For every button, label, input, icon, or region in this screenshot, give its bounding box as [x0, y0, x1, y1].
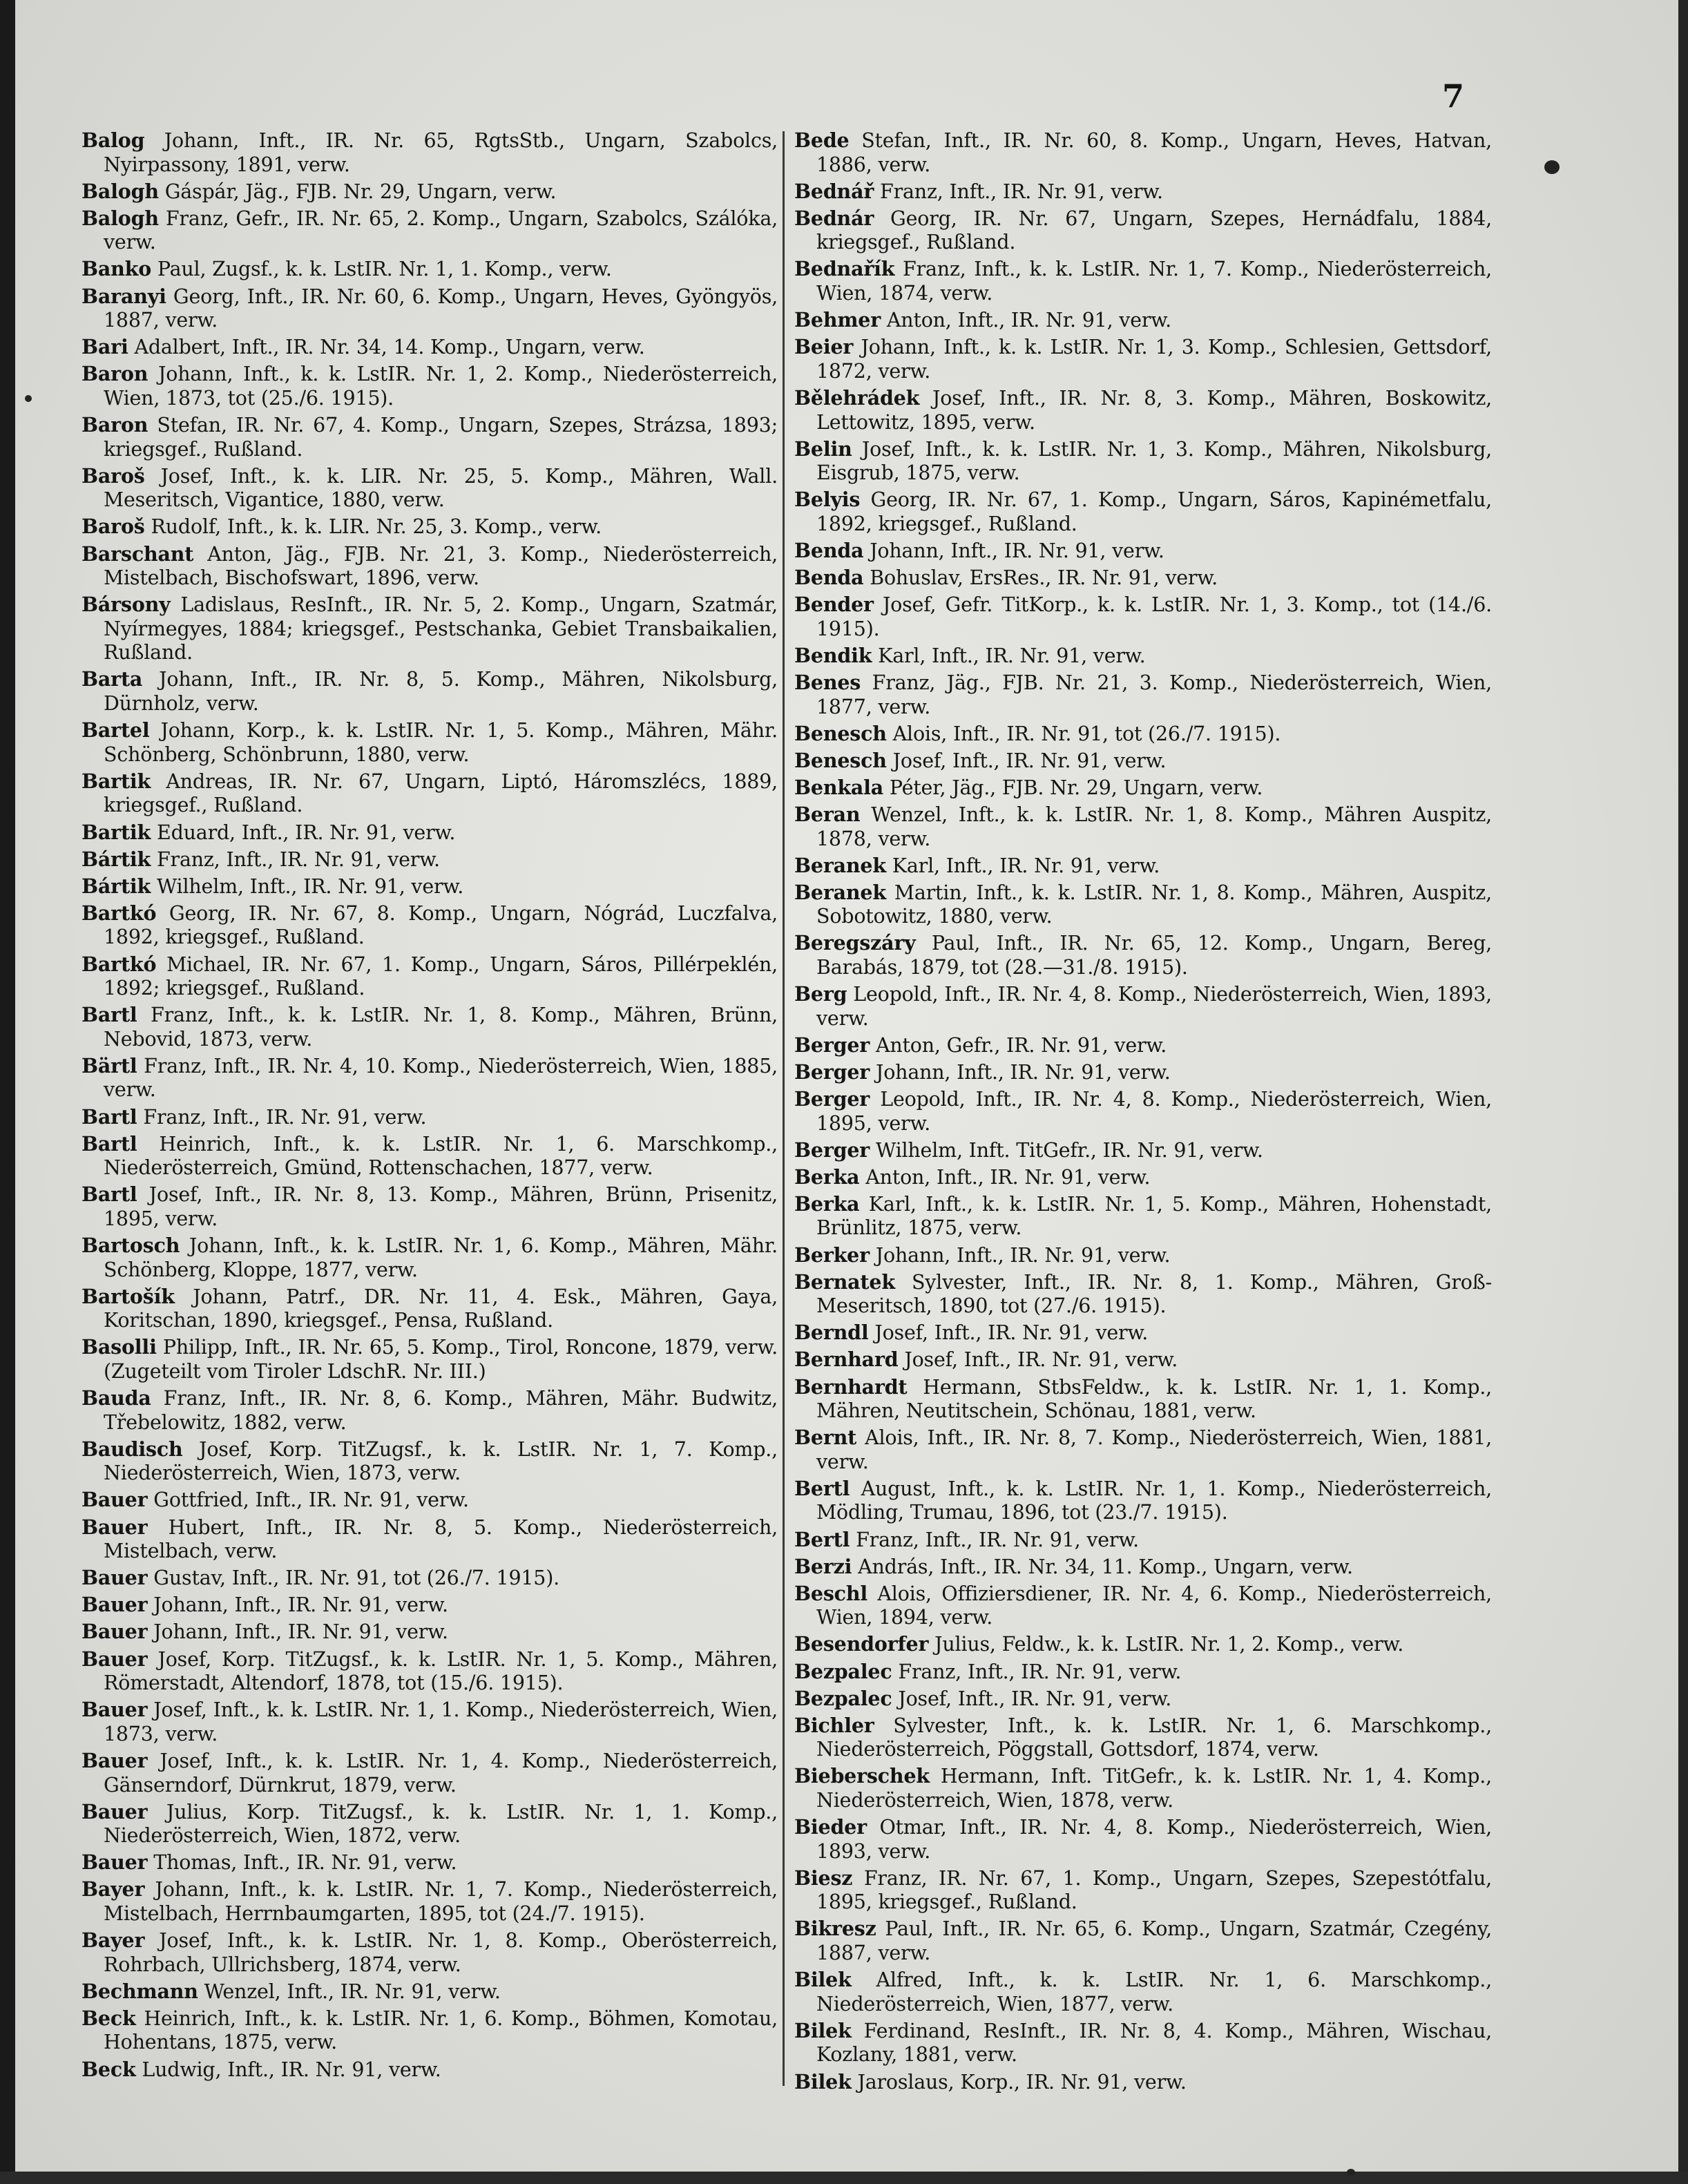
- entry-details: Josef, Inft., IR. Nr. 91, verw.: [892, 1687, 1172, 1710]
- right-column-entry: [794, 671, 1492, 719]
- right-column-entry: [794, 1582, 1492, 1630]
- page-number: 7: [1442, 77, 1465, 115]
- entry-details: Stefan, IR. Nr. 67, 4. Komp., Ungarn, Szepes, Strázsa, 1893; kriegsgef., Rußland.: [104, 414, 778, 461]
- right-column-entry: [794, 722, 1492, 747]
- entry-details: Johann, Korp., k. k. LstIR. Nr. 1, 5. Komp., Mähren, Mähr. Schönberg, Schönbrunn, 1880, verw.: [104, 719, 778, 766]
- entry-surname: Bayer: [81, 1928, 145, 1953]
- entry-details: Hubert, Inft., IR. Nr. 8, 5. Komp., Niederösterreich, Mistelbach, verw.: [104, 1515, 778, 1563]
- left-column-entry: [81, 1928, 778, 1977]
- right-column-entry: [794, 1348, 1492, 1372]
- left-column: [81, 128, 778, 2097]
- right-column-entry: [794, 437, 1492, 486]
- right-column-entry: [794, 1270, 1492, 1319]
- right-column-entry: [794, 1321, 1492, 1345]
- entry-details: Philipp, Inft., IR. Nr. 65, 5. Komp., Tirol, Roncone, 1879, verw. (Zugeteilt vom Tiroler LdschR. Nr. III.): [104, 1336, 778, 1383]
- entry-details: Johann, Inft., IR. Nr. 91, verw.: [863, 539, 1164, 562]
- entry-details: Ladislaus, ResInft., IR. Nr. 5, 2. Komp., Ungarn, Szatmár, Nyírmegyes, 1884; kriegsgef., Pestschanka, Gebiet Transbaikalien, Rußland.: [104, 593, 778, 664]
- entry-details: Franz, Inft., IR. Nr. 8, 6. Komp., Mähren, Mähr. Budwitz, Třebelowitz, 1882, verw.: [104, 1387, 778, 1434]
- right-column-entry: [794, 386, 1492, 434]
- entry-surname: Berka: [794, 1191, 860, 1216]
- right-column-entry: [794, 881, 1492, 929]
- entry-details: Alois, Inft., IR. Nr. 8, 7. Komp., Niederösterreich, Wien, 1881, verw.: [816, 1426, 1492, 1473]
- entry-surname: Bartl: [81, 1131, 137, 1156]
- entry-details: Martin, Inft., k. k. LstIR. Nr. 1, 8. Komp., Mähren, Auspitz, Sobotowitz, 1880, verw.: [816, 881, 1492, 928]
- scan-edge-left: [0, 0, 15, 2184]
- entry-details: Leopold, Inft., IR. Nr. 4, 8. Komp., Niederösterreich, Wien, 1893, verw.: [816, 983, 1492, 1030]
- entry-details: Wilhelm, Inft. TitGefr., IR. Nr. 91, verw.: [870, 1138, 1263, 1162]
- left-column-entry: [81, 952, 778, 1001]
- entry-details: Andreas, IR. Nr. 67, Ungarn, Liptó, Háromszlécs, 1889, kriegsgef., Rußland.: [104, 769, 778, 817]
- right-column-entry: [794, 1165, 1492, 1190]
- entry-details: Josef, Inft., k. k. LIR. Nr. 25, 5. Komp., Mähren, Wall. Meseritsch, Vigantice, 1880, verw.: [104, 464, 778, 512]
- entry-details: August, Inft., k. k. LstIR. Nr. 1, 1. Komp., Niederösterreich, Mödling, Trumau, 1896, tot (23./7. 1915).: [816, 1477, 1492, 1524]
- entry-details: Paul, Inft., IR. Nr. 65, 6. Komp., Ungarn, Szatmár, Czegény, 1887, verw.: [816, 1917, 1492, 1965]
- entry-details: Johann, Inft., IR. Nr. 65, RgtsStb., Ungarn, Szabolcs, Nyirpassony, 1891, verw.: [104, 129, 778, 176]
- entry-surname: Benda: [794, 566, 864, 590]
- entry-surname: Berger: [794, 1086, 870, 1111]
- entry-surname: Bauer: [81, 1620, 148, 1644]
- entry-details: Karl, Inft., IR. Nr. 91, verw.: [885, 854, 1160, 877]
- right-column-entry: [794, 776, 1492, 801]
- entry-details: Bohuslav, ErsRes., IR. Nr. 91, verw.: [863, 566, 1218, 590]
- entry-details: Eduard, Inft., IR. Nr. 91, verw.: [151, 821, 456, 844]
- right-column-entry: [794, 335, 1492, 383]
- left-column-entry: [81, 874, 778, 899]
- entry-details: Gáspár, Jäg., FJB. Nr. 29, Ungarn, verw.: [158, 180, 557, 203]
- left-column-entry: [81, 1488, 778, 1513]
- entry-surname: Benesch: [794, 748, 887, 772]
- left-column-entry: [81, 1105, 778, 1130]
- entry-surname: Bauer: [81, 1647, 148, 1671]
- right-column-entry: [794, 180, 1492, 204]
- entry-details: Gustav, Inft., IR. Nr. 91, tot (26./7. 1915).: [147, 1567, 560, 1590]
- entry-surname: Bilek: [794, 2018, 852, 2042]
- left-column-entry: [81, 1850, 778, 1875]
- left-column-entry: [81, 1620, 778, 1645]
- left-column-entry: [81, 1800, 778, 1848]
- entry-details: Alfred, Inft., k. k. LstIR. Nr. 1, 6. Marschkomp., Niederösterreich, Wien, 1877, verw.: [816, 1969, 1492, 2015]
- entry-surname: Bársony: [81, 593, 171, 617]
- entry-details: Josef, Inft., IR. Nr. 8, 3. Komp., Mähren, Boskowitz, Lettowitz, 1895, verw.: [816, 386, 1492, 434]
- entry-details: Johann, Inft., IR. Nr. 91, verw.: [870, 1060, 1171, 1084]
- entry-surname: Benesch: [794, 721, 887, 745]
- entry-surname: Bernatek: [794, 1270, 895, 1294]
- left-column-entry: [81, 2058, 778, 2082]
- entry-details: Johann, Inft., k. k. LstIR. Nr. 1, 2. Komp., Niederösterreich, Wien, 1873, tot (25./6. 1915).: [104, 363, 778, 410]
- entry-details: Josef, Korp. TitZugsf., k. k. LstIR. Nr. 1, 5. Komp., Mähren, Römerstadt, Altendorf, 1878, tot (15./6. 1915).: [104, 1647, 778, 1695]
- left-column-entry: [81, 1054, 778, 1102]
- entry-details: Franz, Inft., IR. Nr. 91, verw.: [874, 180, 1163, 203]
- right-column-entry: [794, 1687, 1492, 1712]
- column-divider: [783, 131, 785, 2086]
- right-column-entry: [794, 308, 1492, 333]
- right-column-entry: [794, 1632, 1492, 1657]
- entry-details: Heinrich, Inft., k. k. LstIR. Nr. 1, 6. Komp., Böhmen, Komotau, Hohentans, 1875, verw.: [104, 2006, 778, 2054]
- entry-details: Karl, Inft., IR. Nr. 91, verw.: [872, 644, 1146, 667]
- right-column-entry: [794, 1426, 1492, 1474]
- right-column-entry: [794, 1917, 1492, 1965]
- right-column-entry: [794, 854, 1492, 879]
- entry-surname: Belyis: [794, 488, 861, 512]
- entry-details: Franz, Gefr., IR. Nr. 65, 2. Komp., Ungarn, Szabolcs, Szálóka, verw.: [104, 207, 778, 254]
- entry-surname: Bertl: [794, 1527, 850, 1551]
- entry-surname: Bártik: [81, 847, 151, 871]
- entry-details: Franz, Inft., IR. Nr. 91, verw.: [892, 1660, 1182, 1683]
- entry-surname: Bechmann: [81, 1979, 198, 2003]
- entry-surname: Bartkó: [81, 952, 157, 976]
- entry-surname: Bertl: [794, 1476, 850, 1500]
- entry-surname: Bendik: [794, 643, 872, 667]
- right-column-entry: [794, 1528, 1492, 1553]
- entry-surname: Berger: [794, 1138, 870, 1162]
- left-column-entry: [81, 1003, 778, 1051]
- right-column-entry: [794, 1764, 1492, 1812]
- entry-surname: Bernt: [794, 1426, 857, 1450]
- entry-surname: Bilek: [794, 2069, 852, 2094]
- entry-details: Péter, Jäg., FJB. Nr. 29, Ungarn, verw.: [883, 776, 1263, 799]
- entry-details: Johann, Inft., IR. Nr. 8, 5. Komp., Mähren, Nikolsburg, Dürnholz, verw.: [104, 668, 778, 716]
- left-column-entry: [81, 1980, 778, 2004]
- entry-surname: Bartosch: [81, 1234, 180, 1258]
- left-column-entry: [81, 285, 778, 333]
- entry-surname: Baranyi: [81, 284, 166, 308]
- right-column-entry: [794, 1243, 1492, 1268]
- entry-surname: Besendorfer: [794, 1632, 929, 1656]
- left-column-entry: [81, 1515, 778, 1564]
- scan-edge-bottom: [0, 2172, 1688, 2184]
- right-column-entry: [794, 1192, 1492, 1241]
- entry-surname: Bartel: [81, 718, 150, 743]
- entry-details: Josef, Inft., k. k. LstIR. Nr. 1, 4. Komp., Niederösterreich, Gänserndorf, Dürnkrut, 1879, verw.: [104, 1749, 778, 1797]
- entry-details: Gottfried, Inft., IR. Nr. 91, verw.: [147, 1488, 469, 1512]
- entry-details: Adalbert, Inft., IR. Nr. 34, 14. Komp., Ungarn, verw.: [128, 336, 645, 359]
- right-column-entry: [794, 1714, 1492, 1762]
- entry-surname: Belin: [794, 437, 852, 461]
- entry-surname: Bauer: [81, 1850, 148, 1875]
- entry-details: András, Inft., IR. Nr. 34, 11. Komp., Ungarn, verw.: [852, 1555, 1353, 1578]
- left-column-entry: [81, 413, 778, 461]
- entry-details: Josef, Inft., k. k. LstIR. Nr. 1, 3. Komp., Mähren, Nikolsburg, Eisgrub, 1875, verw.: [816, 437, 1492, 485]
- entry-surname: Bartl: [81, 1104, 137, 1129]
- entry-surname: Beran: [794, 802, 861, 826]
- entry-surname: Berg: [794, 982, 847, 1006]
- right-column-entry: [794, 128, 1492, 177]
- entry-surname: Bauda: [81, 1386, 151, 1410]
- left-column-entry: [81, 128, 778, 177]
- entry-details: Josef, Inft., IR. Nr. 91, verw.: [898, 1348, 1178, 1372]
- right-column-entry: [794, 1660, 1492, 1685]
- scan-edge-right: [1678, 0, 1688, 2184]
- entry-surname: Bednařík: [794, 257, 895, 281]
- left-column-entry: [81, 515, 778, 539]
- entry-details: Paul, Zugsf., k. k. LstIR. Nr. 1, 1. Komp., verw.: [151, 258, 612, 281]
- right-column-entry: [794, 566, 1492, 591]
- entry-surname: Berndl: [794, 1321, 869, 1345]
- entry-surname: Benkala: [794, 775, 884, 799]
- right-column-entry: [794, 1968, 1492, 2016]
- entry-surname: Basolli: [81, 1335, 157, 1359]
- right-column-entry: [794, 1477, 1492, 1525]
- entry-surname: Baron: [81, 413, 148, 437]
- right-column-entry: [794, 749, 1492, 774]
- left-column-entry: [81, 1132, 778, 1180]
- entry-surname: Beregszáry: [794, 931, 916, 955]
- entry-details: Johann, Inft., k. k. LstIR. Nr. 1, 7. Komp., Niederösterreich, Mistelbach, Herrnbaumgarten, 1895, tot (24./7. 1915).: [104, 1878, 778, 1925]
- entry-surname: Bärtl: [81, 1053, 137, 1077]
- entry-details: Georg, IR. Nr. 67, 1. Komp., Ungarn, Sáros, Kapinémetfalu, 1892, kriegsgef., Rußland.: [816, 488, 1492, 535]
- entry-details: Rudolf, Inft., k. k. LIR. Nr. 25, 3. Komp., verw.: [144, 515, 602, 539]
- entry-details: Johann, Inft., k. k. LstIR. Nr. 1, 6. Komp., Mähren, Mähr. Schönberg, Kloppe, 1877, verw.: [104, 1234, 778, 1281]
- left-column-entry: [81, 207, 778, 255]
- left-column-entry: [81, 769, 778, 818]
- entry-details: Franz, Inft., IR. Nr. 91, verw.: [151, 847, 440, 871]
- entry-surname: Bauer: [81, 1698, 148, 1722]
- entry-surname: Bauer: [81, 1799, 148, 1823]
- ink-speck: [1544, 160, 1560, 174]
- entry-details: Hermann, StbsFeldw., k. k. LstIR. Nr. 1, 1. Komp., Mähren, Neutitschein, Schönau, 1881, verw.: [816, 1375, 1492, 1423]
- entry-details: Wilhelm, Inft., IR. Nr. 91, verw.: [151, 874, 464, 898]
- entry-details: Alois, Offiziersdiener, IR. Nr. 4, 6. Komp., Niederösterreich, Wien, 1894, verw.: [816, 1582, 1492, 1629]
- right-column-entry: [794, 1033, 1492, 1058]
- left-column-entry: [81, 821, 778, 845]
- entry-details: Franz, Inft., IR. Nr. 91, verw.: [137, 1105, 427, 1129]
- entry-surname: Bede: [794, 128, 850, 152]
- entry-surname: Berka: [794, 1165, 860, 1189]
- left-column-entry: [81, 1335, 778, 1383]
- entry-surname: Bauer: [81, 1515, 148, 1539]
- entry-surname: Beranek: [794, 880, 886, 904]
- entry-surname: Beck: [81, 2006, 136, 2030]
- left-column-entry: [81, 1182, 778, 1231]
- left-column-entry: [81, 847, 778, 872]
- entry-surname: Behmer: [794, 308, 881, 332]
- entry-surname: Bender: [794, 593, 874, 617]
- left-column-entry: [81, 1647, 778, 1696]
- ink-speck: [1347, 2169, 1355, 2176]
- entry-surname: Berzi: [794, 1554, 852, 1578]
- entry-surname: Beck: [81, 2057, 136, 2081]
- entry-surname: Barschant: [81, 542, 194, 566]
- right-column: [794, 128, 1492, 2097]
- entry-details: Sylvester, Inft., IR. Nr. 8, 1. Komp., Mähren, Groß-Meseritsch, 1890, tot (27./6. 1915).: [816, 1270, 1492, 1318]
- entry-details: Josef, Gefr. TitKorp., k. k. LstIR. Nr. 1, 3. Komp., tot (14./6. 1915).: [816, 593, 1492, 640]
- entry-details: Ferdinand, ResInft., IR. Nr. 8, 4. Komp., Mähren, Wischau, Kozlany, 1881, verw.: [816, 2019, 1492, 2067]
- right-column-entry: [794, 931, 1492, 979]
- entry-surname: Balogh: [81, 206, 159, 230]
- entry-details: Wenzel, Inft., k. k. LstIR. Nr. 1, 8. Komp., Mähren Auspitz, 1878, verw.: [816, 803, 1492, 850]
- entry-details: Leopold, Inft., IR. Nr. 4, 8. Komp., Niederösterreich, Wien, 1895, verw.: [816, 1087, 1492, 1135]
- left-column-entry: [81, 335, 778, 360]
- left-column-entry: [81, 362, 778, 410]
- entry-details: Josef, Inft., k. k. LstIR. Nr. 1, 8. Komp., Oberösterreich, Rohrbach, Ullrichsberg, 1874, verw.: [104, 1929, 778, 1976]
- entry-surname: Bieder: [794, 1815, 867, 1839]
- entry-surname: Bauer: [81, 1593, 148, 1617]
- entry-surname: Balog: [81, 128, 145, 152]
- entry-details: Franz, Jäg., FJB. Nr. 21, 3. Komp., Niederösterreich, Wien, 1877, verw.: [816, 671, 1492, 718]
- right-column-entry: [794, 2070, 1492, 2095]
- entry-surname: Berger: [794, 1033, 870, 1057]
- entry-details: Johann, Inft., IR. Nr. 91, verw.: [147, 1593, 448, 1617]
- entry-surname: Berger: [794, 1060, 870, 1084]
- right-column-entry: [794, 644, 1492, 669]
- left-column-entry: [81, 1386, 778, 1435]
- entry-surname: Bichler: [794, 1713, 874, 1737]
- entry-surname: Bauer: [81, 1748, 148, 1772]
- entry-surname: Benes: [794, 670, 861, 694]
- entry-details: Sylvester, Inft., k. k. LstIR. Nr. 1, 6. Marschkomp., Niederösterreich, Pöggstall, Gottsdorf, 1874, verw.: [816, 1714, 1492, 1761]
- entry-details: Heinrich, Inft., k. k. LstIR. Nr. 1, 6. Marschkomp., Niederösterreich, Gmünd, Rottenschachen, 1877, verw.: [104, 1132, 778, 1180]
- entry-surname: Beier: [794, 335, 854, 359]
- entry-details: Anton, Jäg., FJB. Nr. 21, 3. Komp., Niederösterreich, Mistelbach, Bischofswart, 1896, verw.: [104, 542, 778, 590]
- right-column-entry: [794, 488, 1492, 536]
- right-column-entry: [794, 1555, 1492, 1580]
- right-column-entry: [794, 1375, 1492, 1424]
- left-column-entry: [81, 1437, 778, 1486]
- left-column-entry: [81, 1749, 778, 1797]
- entry-details: Alois, Inft., IR. Nr. 91, tot (26./7. 1915).: [886, 722, 1281, 745]
- left-column-entry: [81, 257, 778, 282]
- entry-surname: Bernhardt: [794, 1374, 908, 1399]
- entry-details: Franz, Inft., k. k. LstIR. Nr. 1, 7. Komp., Niederösterreich, Wien, 1874, verw.: [816, 258, 1492, 305]
- entry-surname: Bikresz: [794, 1917, 876, 1941]
- left-column-entry: [81, 2006, 778, 2055]
- entry-surname: Bernhard: [794, 1348, 899, 1372]
- entry-surname: Bartik: [81, 769, 151, 793]
- entry-surname: Bartik: [81, 820, 151, 844]
- entry-surname: Benda: [794, 539, 864, 562]
- left-column-entry: [81, 667, 778, 716]
- right-column-entry: [794, 1815, 1492, 1864]
- entry-details: Josef, Inft., IR. Nr. 91, verw.: [886, 749, 1167, 772]
- entry-surname: Baron: [81, 362, 148, 386]
- left-column-entry: [81, 1698, 778, 1746]
- entry-details: Paul, Inft., IR. Nr. 65, 12. Komp., Ungarn, Bereg, Barabás, 1879, tot (28.—31./8. 1915).: [816, 932, 1492, 979]
- entry-surname: Barta: [81, 667, 143, 691]
- entry-details: Thomas, Inft., IR. Nr. 91, verw.: [147, 1851, 457, 1875]
- right-column-entry: [794, 207, 1492, 255]
- entry-details: Franz, Inft., k. k. LstIR. Nr. 1, 8. Komp., Mähren, Brünn, Nebovid, 1873, verw.: [104, 1004, 778, 1051]
- entry-details: Otmar, Inft., IR. Nr. 4, 8. Komp., Niederösterreich, Wien, 1893, verw.: [816, 1816, 1492, 1863]
- right-column-entry: [794, 257, 1492, 305]
- entry-details: Josef, Inft., IR. Nr. 8, 13. Komp., Mähren, Brünn, Prisenitz, 1895, verw.: [104, 1183, 778, 1230]
- entry-details: Karl, Inft., k. k. LstIR. Nr. 1, 5. Komp., Mähren, Hohenstadt, Brünlitz, 1875, verw.: [816, 1192, 1492, 1240]
- right-column-entry: [794, 1087, 1492, 1136]
- left-column-entry: [81, 593, 778, 665]
- entry-surname: Bělehrádek: [794, 385, 920, 410]
- entry-surname: Baroš: [81, 515, 145, 539]
- entry-surname: Banko: [81, 257, 152, 281]
- entry-surname: Bauer: [81, 1488, 148, 1512]
- entry-details: Ludwig, Inft., IR. Nr. 91, verw.: [135, 2058, 441, 2081]
- entry-surname: Berker: [794, 1243, 870, 1267]
- left-column-entry: [81, 180, 778, 204]
- entry-details: Josef, Inft., k. k. LstIR. Nr. 1, 1. Komp., Niederösterreich, Wien, 1873, verw.: [104, 1698, 778, 1745]
- right-column-entry: [794, 2019, 1492, 2067]
- entry-details: Georg, Inft., IR. Nr. 60, 6. Komp., Ungarn, Heves, Gyöngyös, 1887, verw.: [104, 285, 778, 332]
- right-column-entry: [794, 803, 1492, 851]
- entry-surname: Baudisch: [81, 1437, 183, 1461]
- left-column-entry: [81, 1877, 778, 1926]
- entry-details: Hermann, Inft. TitGefr., k. k. LstIR. Nr. 1, 4. Komp., Niederösterreich, Wien, 1878, verw.: [816, 1765, 1492, 1812]
- right-column-entry: [794, 593, 1492, 641]
- entry-details: Josef, Korp. TitZugsf., k. k. LstIR. Nr. 1, 7. Komp., Niederösterreich, Wien, 1873, verw.: [104, 1437, 778, 1485]
- entry-surname: Biesz: [794, 1866, 853, 1890]
- entry-details: Julius, Korp. TitZugsf., k. k. LstIR. Nr. 1, 1. Komp., Niederösterreich, Wien, 1872, verw.: [104, 1800, 778, 1848]
- entry-surname: Bartošík: [81, 1284, 175, 1308]
- entry-details: Johann, Patrf., DR. Nr. 11, 4. Esk., Mähren, Gaya, Koritschan, 1890, kriegsgef., Pensa, Rußland.: [104, 1285, 778, 1332]
- entry-details: Franz, IR. Nr. 67, 1. Komp., Ungarn, Szepes, Szepestótfalu, 1895, kriegsgef., Rußland.: [816, 1866, 1492, 1914]
- entry-details: Anton, Inft., IR. Nr. 91, verw.: [881, 309, 1171, 332]
- entry-details: Georg, IR. Nr. 67, 8. Komp., Ungarn, Nógrád, Luczfalva, 1892, kriegsgef., Rußland.: [104, 901, 778, 949]
- entry-details: Michael, IR. Nr. 67, 1. Komp., Ungarn, Sáros, Pillérpeklén, 1892; kriegsgef., Rußland.: [104, 952, 778, 1000]
- ink-speck: [25, 395, 32, 402]
- left-column-entry: [81, 1566, 778, 1591]
- entry-details: Josef, Inft., IR. Nr. 91, verw.: [868, 1321, 1149, 1345]
- entry-surname: Bártik: [81, 874, 151, 898]
- left-column-entry: [81, 464, 778, 513]
- entry-details: Anton, Inft., IR. Nr. 91, verw.: [859, 1165, 1151, 1189]
- entry-details: Jaroslaus, Korp., IR. Nr. 91, verw.: [851, 2070, 1187, 2094]
- right-column-entry: [794, 1060, 1492, 1085]
- entry-details: Johann, Inft., IR. Nr. 91, verw.: [869, 1243, 1171, 1267]
- left-column-entry: [81, 1285, 778, 1333]
- entry-surname: Bezpalec: [794, 1659, 892, 1683]
- entry-details: Anton, Gefr., IR. Nr. 91, verw.: [870, 1033, 1167, 1057]
- entry-details: Johann, Inft., k. k. LstIR. Nr. 1, 3. Komp., Schlesien, Gettsdorf, 1872, verw.: [816, 336, 1492, 383]
- entry-surname: Bauer: [81, 1566, 148, 1590]
- entry-surname: Bartl: [81, 1182, 137, 1207]
- right-column-entry: [794, 982, 1492, 1031]
- left-column-entry: [81, 901, 778, 950]
- entry-surname: Bartl: [81, 1003, 137, 1027]
- entry-details: Franz, Inft., IR. Nr. 91, verw.: [850, 1528, 1139, 1551]
- entry-surname: Baroš: [81, 463, 145, 488]
- entry-surname: Bartkó: [81, 901, 157, 925]
- entry-details: Julius, Feldw., k. k. LstIR. Nr. 1, 2. Komp., verw.: [928, 1633, 1404, 1656]
- entry-surname: Bilek: [794, 1968, 852, 1992]
- left-column-entry: [81, 1234, 778, 1282]
- entry-details: Franz, Inft., IR. Nr. 4, 10. Komp., Niederösterreich, Wien, 1885, verw.: [104, 1054, 778, 1102]
- entry-surname: Bayer: [81, 1877, 145, 1902]
- left-column-entry: [81, 718, 778, 767]
- entry-details: Georg, IR. Nr. 67, Ungarn, Szepes, Hernádfalu, 1884, kriegsgef., Rußland.: [816, 207, 1492, 254]
- entry-surname: Bieberschek: [794, 1764, 930, 1788]
- entry-surname: Beschl: [794, 1581, 867, 1605]
- entry-details: Stefan, Inft., IR. Nr. 60, 8. Komp., Ungarn, Heves, Hatvan, 1886, verw.: [816, 129, 1492, 176]
- entry-surname: Bezpalec: [794, 1686, 892, 1710]
- right-column-entry: [794, 1138, 1492, 1163]
- entry-details: Wenzel, Inft., IR. Nr. 91, verw.: [198, 1980, 501, 2003]
- left-column-entry: [81, 542, 778, 591]
- entry-details: Johann, Inft., IR. Nr. 91, verw.: [147, 1620, 448, 1644]
- entry-surname: Bednář: [794, 179, 874, 203]
- entry-surname: Balogh: [81, 179, 159, 203]
- left-column-entry: [81, 1593, 778, 1618]
- right-column-entry: [794, 1866, 1492, 1915]
- entry-surname: Bednár: [794, 206, 874, 230]
- entry-surname: Beranek: [794, 853, 886, 877]
- right-column-entry: [794, 539, 1492, 564]
- entry-surname: Bari: [81, 335, 128, 359]
